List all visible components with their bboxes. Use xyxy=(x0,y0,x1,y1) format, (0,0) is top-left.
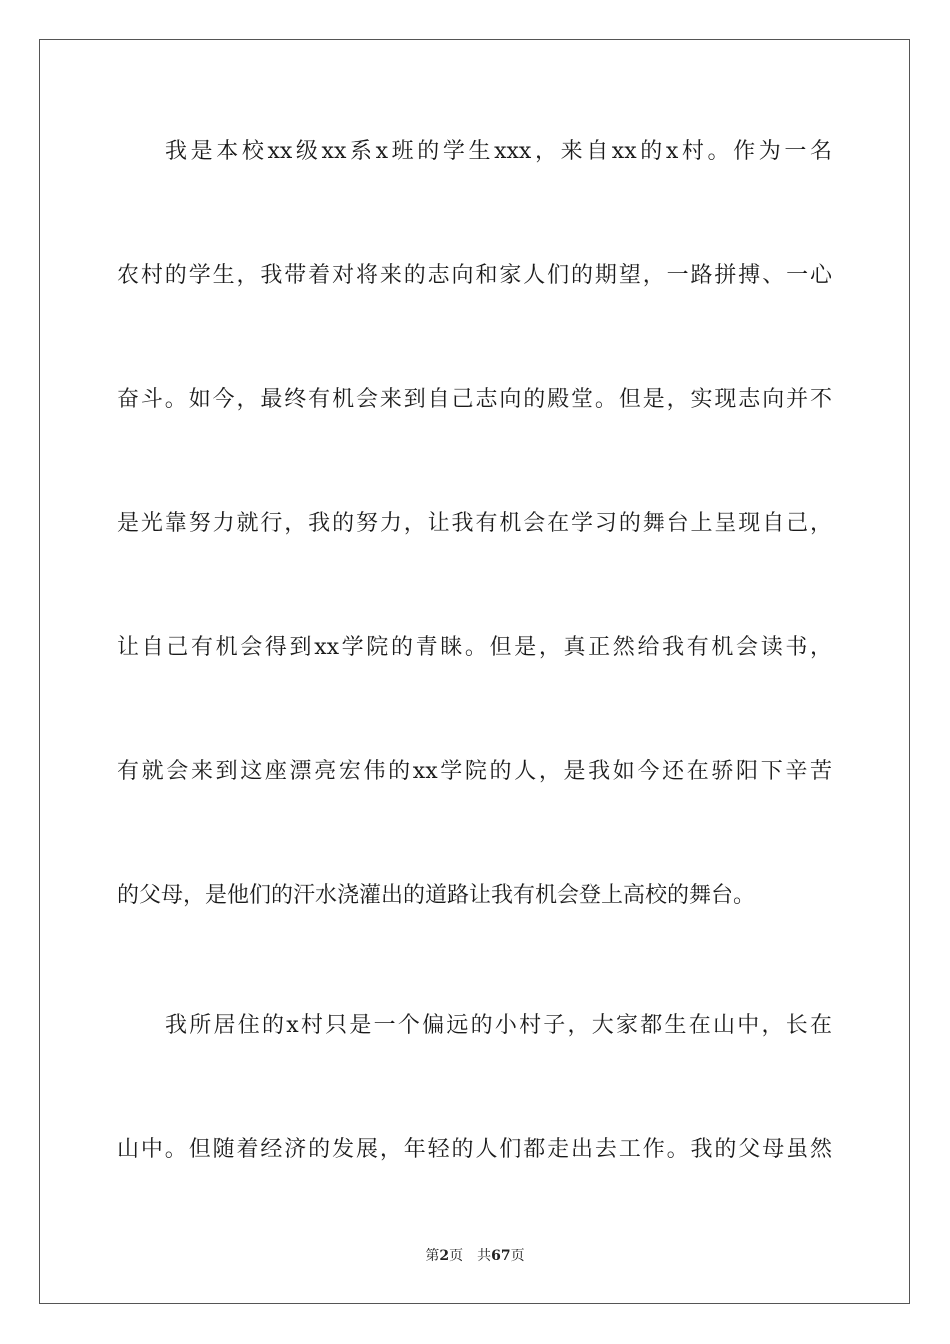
total-suffix: 页 xyxy=(510,1248,525,1264)
page-suffix: 页 xyxy=(449,1248,464,1264)
paragraph-line: 我是本校xx级xx系x班的学生xxx，来自xx的x村。作为一名 xyxy=(165,139,832,164)
paragraph-line: 我所居住的x村只是一个偏远的小村子，大家都生在山中，长在 xyxy=(165,1013,832,1038)
page-number: 2 xyxy=(439,1248,450,1264)
paragraph-line: 农村的学生，我带着对将来的志向和家人们的期望，一路拼搏、一心 xyxy=(117,263,832,288)
paragraph-line: 有就会来到这座漂亮宏伟的xx学院的人，是我如今还在骄阳下辛苦 xyxy=(117,759,832,784)
paragraph-line: 山中。但随着经济的发展，年轻的人们都走出去工作。我的父母虽然 xyxy=(117,1137,832,1162)
paragraph-line: 的父母，是他们的汗水浇灌出的道路让我有机会登上高校的舞台。 xyxy=(117,883,756,908)
paragraph-line: 是光靠努力就行，我的努力，让我有机会在学习的舞台上呈现自己， xyxy=(117,511,832,536)
page-border xyxy=(39,39,910,1304)
paragraph-line: 让自己有机会得到xx学院的青睐。但是，真正然给我有机会读书， xyxy=(117,635,832,660)
total-pages: 67 xyxy=(491,1248,511,1264)
page-footer xyxy=(0,1247,950,1265)
page-prefix: 第 xyxy=(425,1248,440,1264)
total-prefix: 共 xyxy=(477,1248,492,1264)
paragraph-line: 奋斗。如今，最终有机会来到自己志向的殿堂。但是，实现志向并不 xyxy=(117,387,832,412)
